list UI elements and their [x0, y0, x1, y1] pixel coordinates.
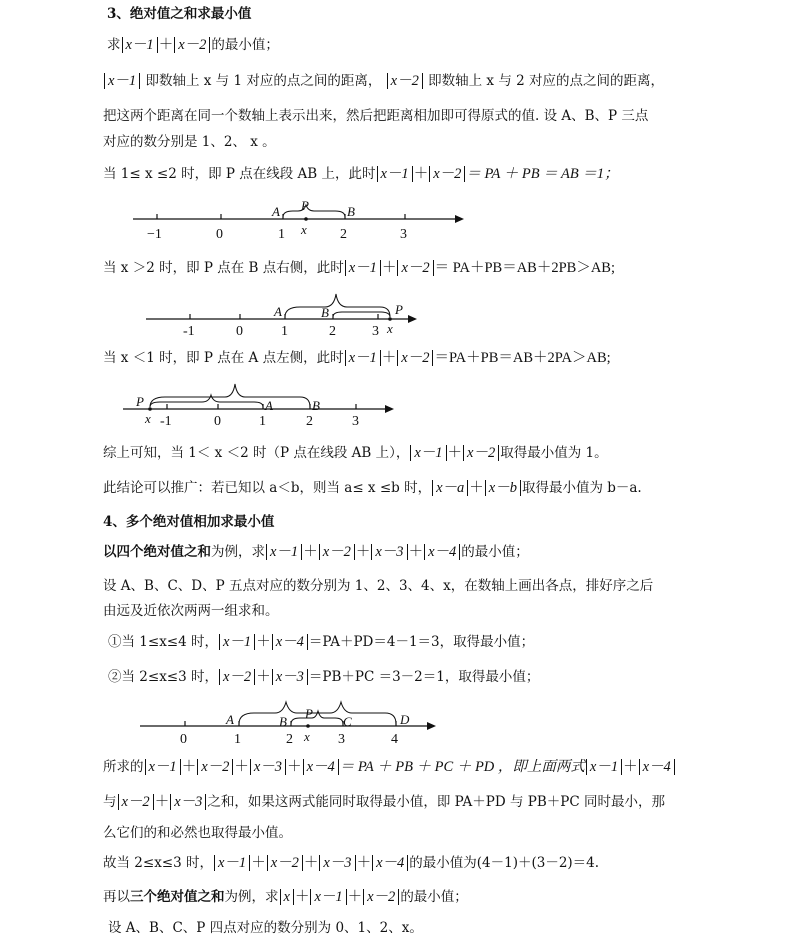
text: ＝PA＋PD＝4－1＝3，取得最小值；	[308, 634, 535, 650]
abs-expr: x－2	[397, 260, 433, 276]
point-label-b: B	[347, 204, 355, 219]
text: 三个绝对值之和	[130, 889, 225, 905]
plus-sign: ＋	[381, 260, 397, 276]
abs-expr: x－4	[372, 855, 408, 871]
text: ＝ PA＋PB＝AB＋2PB＞AB;	[434, 260, 615, 276]
number-line-2	[0, 290, 794, 340]
generalization-line	[103, 478, 642, 498]
point-label-p: P	[301, 198, 309, 213]
point-label-c: C	[343, 714, 352, 729]
abs-expr: x－2	[174, 37, 210, 53]
summary-line	[103, 443, 608, 463]
tick-label: 0	[236, 324, 243, 339]
abs-expr: x－3	[371, 544, 407, 560]
text: ＝ PA ＋ PB ＝ AB ＝1；	[466, 166, 619, 182]
abs-expr: x－2	[429, 166, 465, 182]
case-2-line	[103, 258, 615, 278]
abs-expr: x－1	[219, 634, 255, 650]
text: ＝PA＋PB＝AB＋2PA＞AB;	[434, 350, 611, 366]
text: 当 x ＜1 时，即 P 点在 A 点左侧，此时	[103, 350, 344, 366]
text: 当 x ＞2 时，即 P 点在 B 点右侧，此时	[103, 260, 344, 276]
setup-line-1: 设 A、B、C、D、P 五点对应的数分别为 1、2、3、4、x，在数轴上画出各点，排好序之后	[103, 578, 654, 594]
text: ②当 2≤x≤3 时，	[108, 669, 218, 685]
text: 的最小值；	[461, 544, 529, 560]
abs-expr: x－2	[197, 759, 233, 775]
x-label: x	[301, 222, 307, 237]
abs-expr: x－2	[387, 73, 423, 89]
abs-expr: x－1	[310, 889, 346, 905]
tick-label: 3	[400, 227, 407, 242]
abs-expr: x－4	[639, 759, 675, 775]
section-3-heading: 3、绝对值之和求最小值	[107, 6, 252, 22]
text: 当 1≤ x ≤2 时，即 P 点在线段 AB 上，此时	[103, 166, 376, 182]
abs-expr: x－1	[586, 759, 622, 775]
abs-expr: x－2	[118, 794, 154, 810]
text: ①当 1≤x≤4 时，	[108, 634, 218, 650]
tick-label: 2	[306, 414, 313, 429]
tick-label: -1	[183, 324, 195, 339]
tick-label: 0	[214, 414, 221, 429]
three-abs-setup: 设 A、B、C、P 四点对应的数分别为 0、1、2、x。	[108, 920, 423, 936]
text: 的最小值；	[211, 37, 279, 53]
text: 以四个绝对值之和	[103, 544, 211, 560]
abs-expr: x－a	[432, 480, 468, 496]
abs-expr: x－b	[485, 480, 521, 496]
abs-expr: x－3	[250, 759, 286, 775]
case-3-line	[103, 348, 611, 368]
plus-sign: ＋	[413, 166, 429, 182]
text: 求	[107, 37, 121, 53]
text: 取得最小值为 1。	[500, 445, 608, 461]
abs-expr: x－1	[345, 260, 381, 276]
text: 综上可知，当 1＜ x ＜2 时（P 点在线段 AB 上），	[103, 445, 410, 461]
point-label-d: D	[400, 712, 410, 727]
plus-sign: ＋	[469, 480, 484, 496]
question-line	[107, 35, 279, 55]
abs-expr: x－2	[319, 544, 355, 560]
text: 所求的	[103, 759, 144, 775]
point-label-b: B	[312, 398, 320, 413]
explanation-line-3: 对应的数分别是 1、2、 x 。	[103, 134, 276, 150]
x-label: x	[387, 321, 393, 336]
abs-expr: x－1	[145, 759, 181, 775]
abs-expr: x－1	[266, 544, 302, 560]
point-label-a: A	[274, 304, 282, 319]
text: 为例，求	[211, 544, 265, 560]
plus-sign: ＋	[158, 37, 174, 53]
abs-expr: x－2	[267, 855, 303, 871]
tick-label: 0	[216, 227, 223, 242]
point-label-b: B	[279, 714, 287, 729]
abs-expr: x－1	[104, 73, 140, 89]
x-label: x	[145, 411, 151, 426]
abs-expr: x－1	[122, 37, 158, 53]
abs-expr: x－2	[397, 350, 433, 366]
text: 故当 2≤x≤3 时，	[103, 855, 213, 871]
tick-label: 3	[352, 414, 359, 429]
explanation-line-2: 把这两个距离在同一个数轴上表示出来，然后把距离相加即可得原式的值. 设 A、B、P 三点	[103, 108, 649, 124]
text: ＝PB＋PC ＝3－2＝1，取得最小值；	[308, 669, 540, 685]
tick-label: 1	[281, 324, 288, 339]
text: 取得最小值为 b－a.	[521, 480, 642, 496]
abs-expr: x－3	[170, 794, 206, 810]
result-line-2: 与 x－2 ＋ x－3 之和，如果这两式能同时取得最小值，即 PA＋PD 与 PB＋PC 同时最小，那	[103, 794, 665, 810]
text: ＝ PA ＋ PB ＋ PC ＋ PD ，即上面两式	[339, 759, 585, 775]
number-line-3	[0, 380, 794, 430]
point-label-a: A	[265, 398, 273, 413]
abs-expr: x－2	[219, 669, 255, 685]
abs-expr: x－4	[424, 544, 460, 560]
tick-label: 1	[278, 227, 285, 242]
intro-line: 以四个绝对值之和为例，求 x－1 ＋ x－2 ＋ x－3 ＋ x－4 的最小值；	[103, 544, 529, 560]
tick-label: 3	[372, 324, 379, 339]
point-label-p: P	[395, 302, 403, 317]
number-line-4	[0, 698, 794, 748]
plus-sign: ＋	[381, 350, 397, 366]
x-label: x	[304, 729, 310, 744]
step-2-line: ②当 2≤x≤3 时， x－2 ＋ x－3 ＝PB＋PC ＝3－2＝1，取得最小值；	[108, 669, 540, 685]
abs-expr: x－2	[363, 889, 399, 905]
tick-label: 1	[234, 732, 241, 747]
number-line-1	[0, 200, 794, 245]
text: 之和，如果这两式能同时取得最小值，即 PA＋PD 与 PB＋PC 同时最小，那	[207, 794, 665, 810]
point-label-a: A	[272, 204, 280, 219]
point-label-b: B	[321, 305, 329, 320]
step-1-line: ①当 1≤x≤4 时， x－1 ＋ x－4 ＝PA＋PD＝4－1＝3，取得最小值；	[108, 634, 535, 650]
abs-expr: x－1	[214, 855, 250, 871]
text: 即数轴上 x 与 2 对应的点之间的距离，	[428, 73, 665, 89]
text: 即数轴上 x 与 1 对应的点之间的距离，	[145, 73, 382, 89]
explanation-line-1	[103, 71, 664, 91]
abs-expr: x－2	[463, 445, 499, 461]
text: 与	[103, 794, 117, 810]
abs-expr: x－1	[410, 445, 446, 461]
result-line-1: 所求的 x－1 ＋ x－2 ＋ x－3 ＋ x－4 ＝ PA ＋ PB ＋ PC ＋ PD ，即上面两式 x－1 ＋ x－4	[103, 757, 676, 777]
abs-expr: x－3	[272, 669, 308, 685]
plus-sign: ＋	[447, 445, 463, 461]
abs-expr: x－1	[377, 166, 413, 182]
abs-expr: x－1	[345, 350, 381, 366]
tick-label: 2	[329, 324, 336, 339]
text: 为例，求	[224, 889, 279, 905]
point-label-p: P	[305, 706, 313, 721]
section-4-heading: 4、多个绝对值相加求最小值	[103, 514, 275, 530]
abs-expr: x	[280, 889, 294, 905]
three-abs-intro: 再以三个绝对值之和为例，求 x ＋ x－1 ＋ x－2 的最小值；	[103, 889, 468, 905]
point-label-p: P	[136, 394, 144, 409]
tick-label: 3	[338, 732, 345, 747]
tick-label: -1	[160, 414, 172, 429]
point-label-a: A	[226, 712, 234, 727]
tick-label: 2	[286, 732, 293, 747]
case-1-line	[103, 164, 619, 184]
setup-line-2: 由远及近依次两两一组求和。	[103, 603, 279, 619]
abs-expr: x－4	[303, 759, 339, 775]
tick-label: 2	[340, 227, 347, 242]
text: 此结论可以推广：若已知以 a＜b，则当 a≤ x ≤b 时，	[103, 480, 432, 496]
abs-expr: x－3	[319, 855, 355, 871]
tick-label: −1	[147, 227, 162, 242]
result-line-4: 故当 2≤x≤3 时， x－1 ＋ x－2 ＋ x－3 ＋ x－4 的最小值为(4－1)＋(3－2)＝4.	[103, 855, 600, 871]
abs-expr: x－4	[272, 634, 308, 650]
tick-label: 1	[259, 414, 266, 429]
tick-label: 0	[180, 732, 187, 747]
result-line-3: 么它们的和必然也取得最小值。	[103, 825, 292, 841]
text: 的最小值为(4－1)＋(3－2)＝4.	[409, 855, 600, 871]
tick-label: 4	[391, 732, 398, 747]
text: 的最小值；	[400, 889, 468, 905]
text: 再以	[103, 889, 130, 905]
